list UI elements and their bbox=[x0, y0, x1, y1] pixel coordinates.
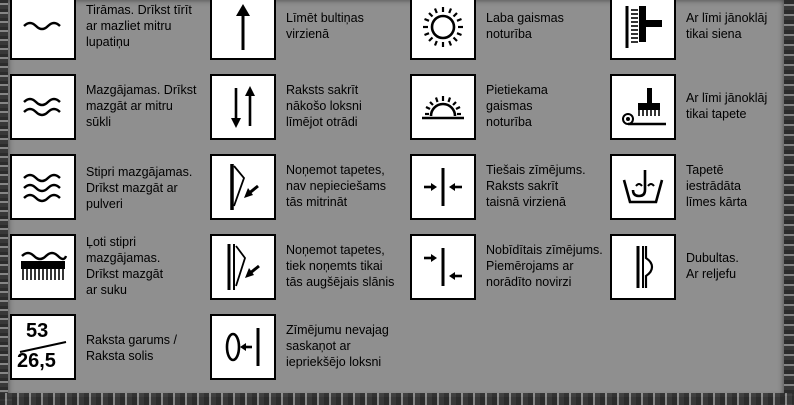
peel-layer-icon bbox=[212, 236, 274, 298]
brush-wave-icon-box bbox=[10, 234, 76, 300]
offset-match-icon bbox=[412, 236, 474, 298]
legend-label: Pietiekama gaismas noturība bbox=[486, 83, 548, 129]
legend-label: Noņemot tapetes, nav nepieciešams tās mitrināt bbox=[286, 163, 387, 209]
legend-label: Raksts sakrīt nākošo loksni līmējot otrādi bbox=[286, 83, 362, 129]
peel-dry-icon-box bbox=[210, 154, 276, 220]
duplex-icon bbox=[612, 236, 674, 298]
full-sun-icon bbox=[412, 0, 474, 58]
legend-label: Tiešais zīmējums. Raksts sakrīt taisnā virzienā bbox=[486, 163, 586, 209]
prepasted-icon bbox=[612, 156, 674, 218]
opposite-arrows-icon-box bbox=[210, 74, 276, 140]
fraction-bottom: 26,5 bbox=[17, 350, 56, 372]
pattern-fraction bbox=[12, 316, 74, 378]
prepasted-icon-box bbox=[610, 154, 676, 220]
legend-label: Ar līmi jānoklāj tikai tapete bbox=[686, 91, 768, 121]
peel-dry-icon bbox=[212, 156, 274, 218]
double-wave-icon-box bbox=[10, 74, 76, 140]
paste-paper-icon bbox=[612, 76, 674, 138]
fraction-top: 53 bbox=[26, 320, 49, 342]
single-wave-icon bbox=[12, 0, 74, 58]
peel-layer-icon-box bbox=[210, 234, 276, 300]
legend-label: Tirāmas. Drīkst tīrīt ar mazliet mitru lupatiņu bbox=[86, 3, 192, 49]
up-arrow-icon-box bbox=[210, 0, 276, 60]
legend-label: Noņemot tapetes, tiek noņemts tikai tās augšējais slānis bbox=[286, 243, 395, 289]
legend-label: Ar līmi jānoklāj tikai siena bbox=[686, 11, 768, 41]
legend-label: Stipri mazgājamas. Drīkst mazgāt ar pulveri bbox=[86, 165, 193, 211]
paste-wall-icon bbox=[612, 0, 674, 58]
up-arrow-icon bbox=[212, 0, 274, 58]
legend-label: Ļoti stipri mazgājamas. Drīkst mazgāt ar suku bbox=[86, 235, 164, 297]
torn-edge-bottom bbox=[0, 393, 794, 405]
full-sun-icon-box bbox=[410, 0, 476, 60]
free-match-icon bbox=[212, 316, 274, 378]
triple-wave-icon bbox=[12, 156, 74, 218]
half-sun-icon-box bbox=[410, 74, 476, 140]
legend-label: Tapetē iestrādāta līmes kārta bbox=[686, 163, 748, 209]
straight-match-icon bbox=[412, 156, 474, 218]
legend-label: Mazgājamas. Drīkst mazgāt ar mitru sūkli bbox=[86, 83, 197, 129]
legend-label: Līmēt bultiņas virzienā bbox=[286, 11, 364, 41]
half-sun-icon bbox=[412, 76, 474, 138]
paste-paper-icon-box bbox=[610, 74, 676, 140]
legend-label: Zīmējumu nevajag saskaņot ar iepriekšējo loksni bbox=[286, 323, 389, 369]
brush-wave-icon bbox=[12, 236, 74, 298]
double-wave-icon bbox=[12, 76, 74, 138]
symbols-legend-panel bbox=[8, 0, 784, 397]
offset-match-icon-box bbox=[410, 234, 476, 300]
triple-wave-icon-box bbox=[10, 154, 76, 220]
paste-wall-icon-box bbox=[610, 0, 676, 60]
pattern-fraction-icon-box bbox=[10, 314, 76, 380]
straight-match-icon-box bbox=[410, 154, 476, 220]
legend-label: Dubultas. Ar reljefu bbox=[686, 251, 739, 281]
free-match-icon-box bbox=[210, 314, 276, 380]
single-wave-icon-box bbox=[10, 0, 76, 60]
duplex-icon-box bbox=[610, 234, 676, 300]
legend-label: Raksta garums / Raksta solis bbox=[86, 333, 178, 363]
legend-label: Laba gaismas noturība bbox=[486, 11, 564, 41]
legend-label: Nobīdītais zīmējums. Piemērojams ar norādīto novirzi bbox=[486, 243, 603, 289]
opposite-arrows-icon bbox=[212, 76, 274, 138]
